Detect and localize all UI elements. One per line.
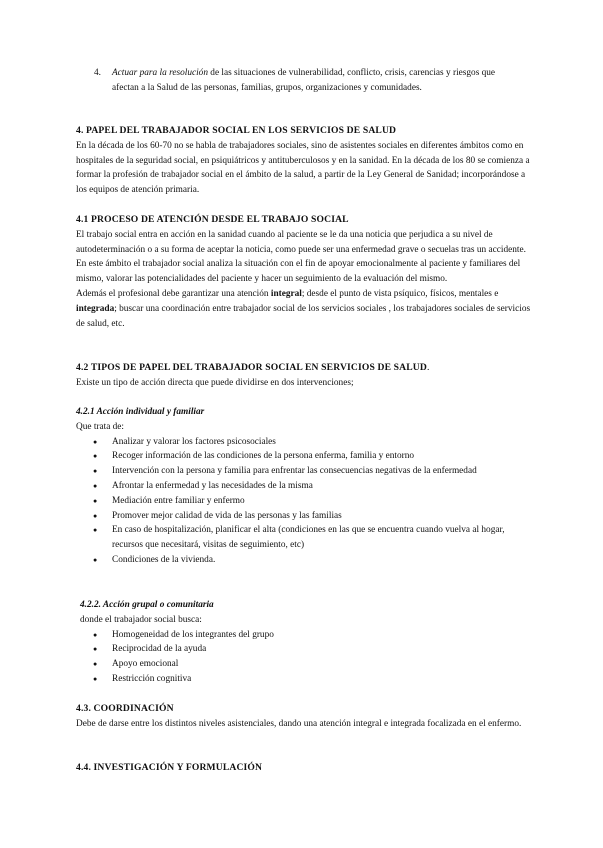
section-4 xyxy=(76,124,536,198)
section-paragraph: El trabajo social entra en acción en la sanidad cuando al paciente se le da una noticia que perjudica a su nivel de autodeterminación o a su forma de aceptar la noticia, como puede ser una enfermedad grave o secuelas tras un accidente. En este ámbito el trabajador social analiza la situación con el fin de apoyar emocionalmente al paciente y familiares del mismo, valorar las potencialidades del paciente y hacer un seguimiento de la evaluación del mismo. xyxy=(76,229,526,285)
text-run: ; buscar una coordinación entre trabajador social de los servicios sociales , los trabajadores sociales de servicios de salud, etc. xyxy=(76,303,531,329)
heading-text: 4.2 TIPOS DE PAPEL DEL TRABAJADOR SOCIAL EN SERVICIOS DE SALUD xyxy=(76,362,427,373)
numbered-item-4 xyxy=(94,66,524,96)
list-item: ● Reciprocidad de la ayuda xyxy=(76,642,522,657)
item-body-text: de las situaciones de vulnerabilidad, conflicto, crisis, carencias y riesgos que afectan a la Salud de las personas, familias, grupos, organizaciones y comunidades. xyxy=(112,68,496,93)
subsection-heading: 4.2.1 Acción individual y familiar xyxy=(76,407,205,417)
section-paragraph: Debe de darse entre los distintos niveles asistenciales, dando una atención integral e integrada focalizada en el enfermo. xyxy=(76,718,522,729)
list-item: ● Mediación entre familiar y enfermo xyxy=(76,494,522,509)
section-4-1 xyxy=(76,213,536,331)
list-item: ● Recoger información de las condiciones de la persona enferma, familia y entorno xyxy=(76,449,522,464)
list-item: ● Afrontar la enfermedad y las necesidades de la misma xyxy=(76,479,522,494)
list-item: ● Promover mejor calidad de vida de las personas y las familias xyxy=(76,509,522,524)
bullet-list xyxy=(76,628,540,687)
section-paragraph: En la década de los 60-70 no se habla de trabajadores sociales, sino de asistentes sociales en diferentes ámbitos como en hospitales de la seguridad social, en psiquiátricos y antituberculosos y en la sanidad. En la década de los 80 se comienza a formar la profesión de trabajador social en el ámbito de la salud, a partir de la Ley General de Sanidad; incorporándose a los equipos de atención primaria. xyxy=(76,140,530,196)
list-item: ● Apoyo emocional xyxy=(76,657,522,672)
section-4-4 xyxy=(76,761,536,776)
section-4-2-1 xyxy=(76,405,536,568)
bold-term-integrada: integrada xyxy=(76,303,115,314)
section-paragraph: Existe un tipo de acción directa que puede dividirse en dos intervenciones; xyxy=(76,377,354,388)
section-heading xyxy=(76,361,536,376)
section-4-2 xyxy=(76,361,536,391)
bold-term-integral: integral xyxy=(270,288,302,299)
bullet-list xyxy=(76,435,536,568)
item-italic-text: Actuar para la resolución xyxy=(112,68,208,78)
section-heading: 4.1 PROCESO DE ATENCIÓN DESDE EL TRABAJO SOCIAL xyxy=(76,214,349,225)
text-run: Además el profesional debe garantizar una atención xyxy=(76,288,271,299)
heading-period: . xyxy=(426,362,430,373)
section-paragraph-2 xyxy=(76,287,536,331)
section-heading: 4.3. COORDINACIÓN xyxy=(76,703,174,714)
item-number: 4. xyxy=(94,68,101,78)
list-item: ● Condiciones de la vivienda. xyxy=(76,553,522,568)
subsection-intro: donde el trabajador social busca: xyxy=(80,614,202,625)
subsection-heading: 4.2.2. Acción grupal o comunitaria xyxy=(80,600,214,610)
list-item: ● Restricción cognitiva xyxy=(76,672,522,687)
item-text xyxy=(112,66,512,96)
section-4-3 xyxy=(76,702,536,732)
section-heading: 4.4. INVESTIGACIÓN Y FORMULACIÓN xyxy=(76,762,263,773)
section-heading: 4. PAPEL DEL TRABAJADOR SOCIAL EN LOS SERVICIOS DE SALUD xyxy=(76,125,397,136)
subsection-intro: Que trata de: xyxy=(76,421,125,432)
text-run: ; desde el punto de vista psíquico, físicos, mentales e xyxy=(301,288,499,299)
list-item: ● Intervención con la persona y familia para enfrentar las consecuencias negativas de la enfermedad xyxy=(76,464,522,479)
list-item: ● Analizar y valorar los factores psicosociales xyxy=(76,435,522,450)
section-4-2-2 xyxy=(80,598,540,687)
list-item: ● En caso de hospitalización, planificar el alta (condiciones en las que se encuentra cuando vuelva al hogar, recursos que necesitará, visitas de seguimiento, etc) xyxy=(76,523,522,553)
list-item: ● Homogeneidad de los integrantes del grupo xyxy=(76,628,522,643)
